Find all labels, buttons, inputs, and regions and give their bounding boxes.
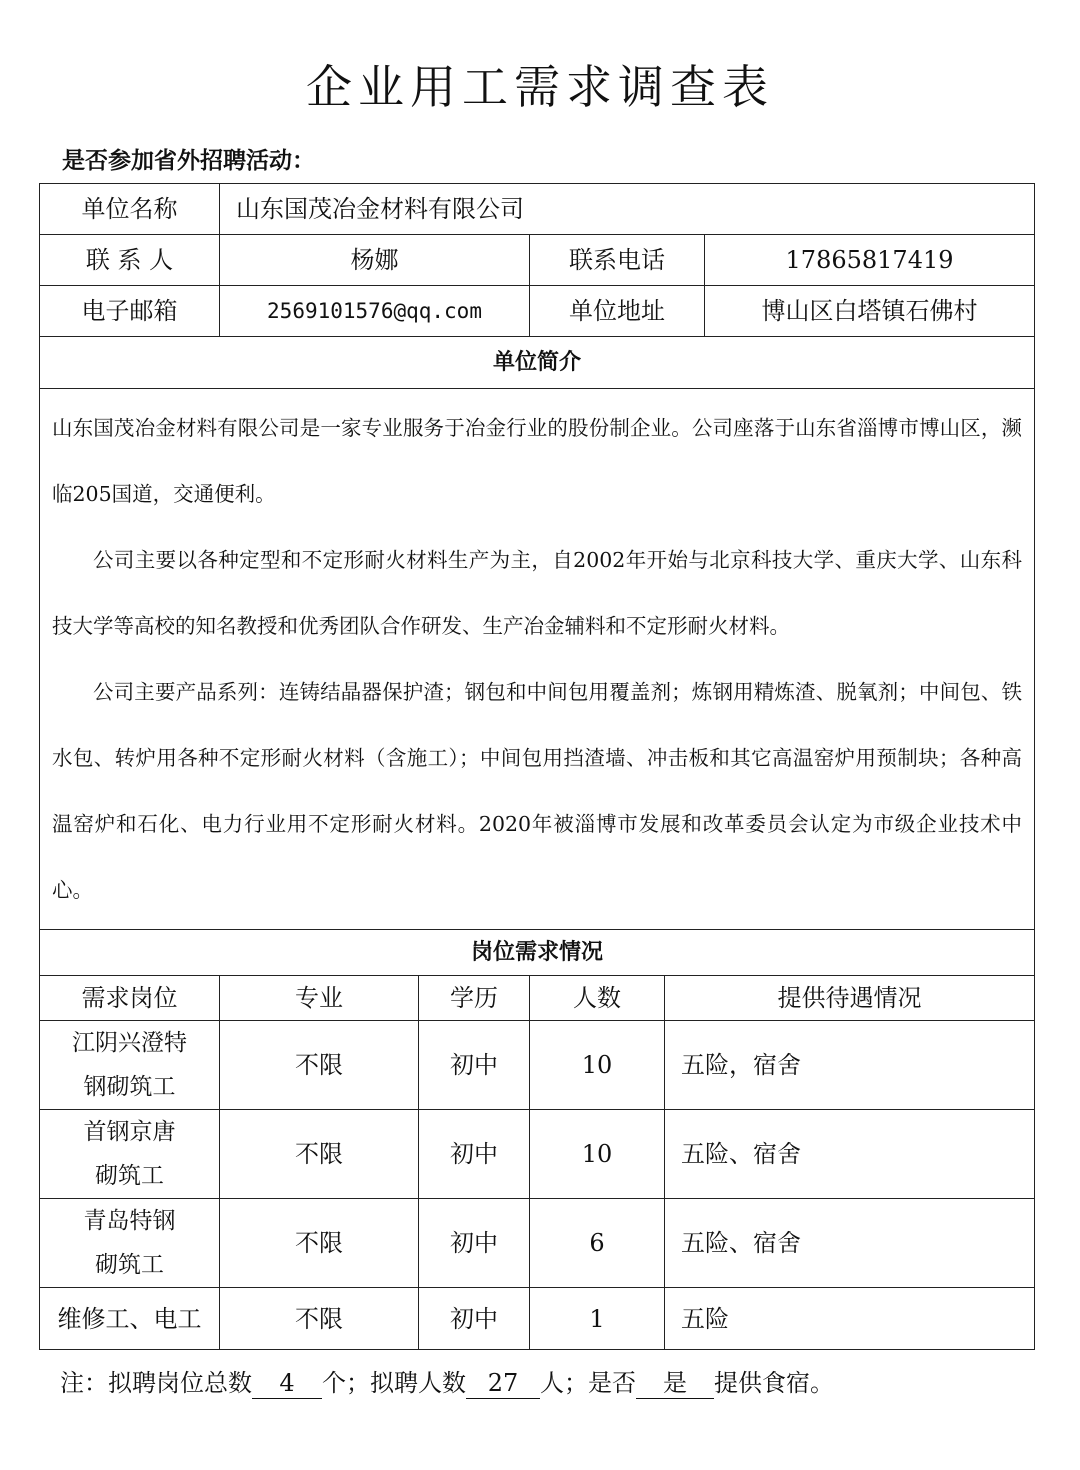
- email-label: 电子邮箱: [40, 286, 220, 337]
- benefits-cell: 五险、宿舍: [665, 1110, 1035, 1199]
- contact-label: 联 系 人: [40, 235, 220, 286]
- count-cell: 10: [530, 1110, 665, 1199]
- post-name: 首钢京唐 砌筑工: [40, 1110, 220, 1199]
- benefits-cell: 五险: [665, 1288, 1035, 1350]
- page-title: 企业用工需求调查表: [306, 60, 774, 114]
- positions-heading: 岗位需求情况: [40, 930, 1035, 976]
- email-row: [40, 286, 1035, 337]
- column-header-post: 需求岗位: [40, 976, 220, 1021]
- count-cell: 6: [530, 1199, 665, 1288]
- positions-header-row: [40, 976, 1035, 1021]
- column-header-benefits: 提供待遇情况: [665, 976, 1035, 1021]
- post-name: 维修工、电工: [40, 1288, 220, 1350]
- table-row: [40, 1021, 1035, 1110]
- footer-note: [60, 1365, 834, 1401]
- education-cell: 初中: [419, 1288, 530, 1350]
- education-cell: 初中: [419, 1199, 530, 1288]
- phone-value: 17865817419: [705, 235, 1035, 286]
- major-cell: 不限: [220, 1199, 419, 1288]
- intro-paragraph: 公司主要产品系列：连铸结晶器保护渣；钢包和中间包用覆盖剂；炼钢用精炼渣、脱氧剂；中间包、铁水包、转炉用各种不定形耐火材料（含施工）；中间包用挡渣墙、冲击板和其它高温窑炉用预制块；各种高温窑炉和石化、电力行业用不定形耐火材料。2020年被淄博市发展和改革委员会认定为市级企业技术中心。: [52, 680, 1023, 902]
- intro-row: [40, 389, 1035, 930]
- email-value: 2569101576@qq.com: [220, 286, 530, 337]
- table-row: [40, 1199, 1035, 1288]
- intro-paragraph: 公司主要以各种定型和不定形耐火材料生产为主，自2002年开始与北京科技大学、重庆大学、山东科技大学等高校的知名教授和优秀团队合作研发、生产冶金辅料和不定形耐火材料。: [52, 548, 1023, 638]
- recruitment-question: 是否参加省外招聘活动：: [62, 148, 315, 174]
- intro-body: [40, 389, 1035, 930]
- major-cell: 不限: [220, 1021, 419, 1110]
- company-name-row: [40, 184, 1035, 235]
- contact-value: 杨娜: [220, 235, 530, 286]
- table-row: [40, 1288, 1035, 1350]
- company-name-value: 山东国茂冶金材料有限公司: [220, 184, 1035, 235]
- intro-paragraph: 山东国茂冶金材料有限公司是一家专业服务于冶金行业的股份制企业。公司座落于山东省淄博市博山区，濒临205国道，交通便利。: [52, 416, 1023, 506]
- phone-label: 联系电话: [530, 235, 705, 286]
- company-name-label: 单位名称: [40, 184, 220, 235]
- count-cell: 1: [530, 1288, 665, 1350]
- major-cell: 不限: [220, 1288, 419, 1350]
- major-cell: 不限: [220, 1110, 419, 1199]
- column-header-count: 人数: [530, 976, 665, 1021]
- table-row: [40, 1110, 1035, 1199]
- contact-row: [40, 235, 1035, 286]
- benefits-cell: 五险、宿舍: [665, 1199, 1035, 1288]
- intro-heading-row: [40, 337, 1035, 389]
- note-mid2: 人；是否: [540, 1369, 636, 1397]
- note-mid1: 个；拟聘人数: [322, 1369, 466, 1397]
- address-label: 单位地址: [530, 286, 705, 337]
- intro-heading: 单位简介: [40, 337, 1035, 389]
- post-name: 青岛特钢 砌筑工: [40, 1199, 220, 1288]
- positions-heading-row: [40, 930, 1035, 976]
- column-header-major: 专业: [220, 976, 419, 1021]
- education-cell: 初中: [419, 1021, 530, 1110]
- note-prefix: 注：拟聘岗位总数: [60, 1369, 252, 1397]
- education-cell: 初中: [419, 1110, 530, 1199]
- note-suffix: 提供食宿。: [714, 1369, 834, 1397]
- survey-form: [39, 183, 1035, 1350]
- total-posts-value: 4: [252, 1368, 322, 1399]
- provide-lodging-value: 是: [636, 1368, 714, 1399]
- count-cell: 10: [530, 1021, 665, 1110]
- benefits-cell: 五险，宿舍: [665, 1021, 1035, 1110]
- address-value: 博山区白塔镇石佛村: [705, 286, 1035, 337]
- total-people-value: 27: [466, 1368, 540, 1399]
- column-header-education: 学历: [419, 976, 530, 1021]
- post-name: 江阴兴澄特 钢砌筑工: [40, 1021, 220, 1110]
